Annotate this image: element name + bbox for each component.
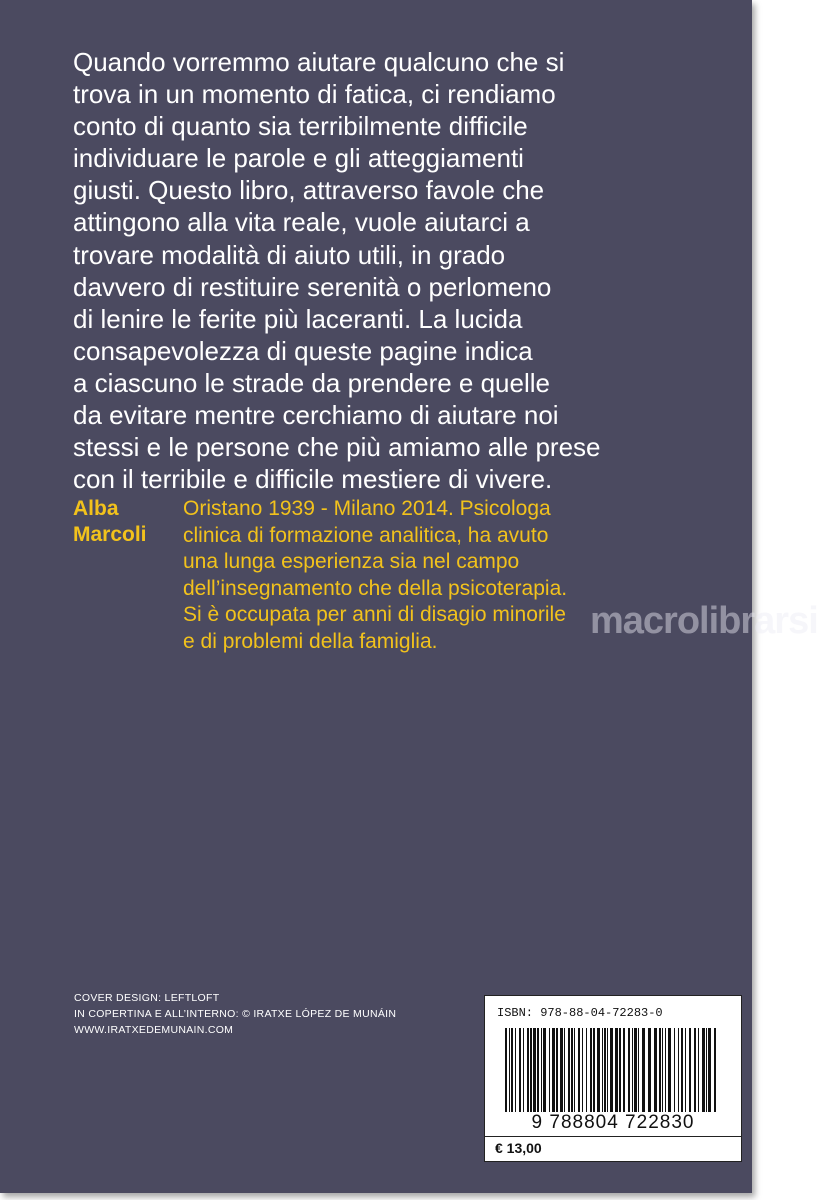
- blurb-line: di lenire le ferite più laceranti. La lucida: [73, 303, 523, 334]
- blurb-line: attingono alla vita reale, vuole aiutarci a: [73, 207, 530, 238]
- blurb-line: trova in un momento di fatica, ci rendiamo: [73, 79, 556, 110]
- author-first-name: Alba: [73, 497, 119, 520]
- author-last-name: Marcoli: [73, 523, 147, 546]
- blurb-line: Quando vorremmo aiutare qualcuno che si: [73, 47, 565, 77]
- blurb-line: davvero di restituire serenità o perlomeno: [73, 271, 552, 302]
- blurb-line: da evitare mentre cerchiamo di aiutare noi: [73, 400, 559, 431]
- blurb-line: giusti. Questo libro, attraverso favole che: [73, 175, 545, 206]
- barcode-image: [505, 1028, 721, 1112]
- price-divider: [485, 1136, 741, 1137]
- blurb-line: conto di quanto sia terribilmente difficile: [73, 111, 528, 142]
- bio-line: Si è occupata per anni di disagio minorile: [183, 603, 566, 626]
- credit-line: WWW.IRATXEDEMUNAIN.COM: [74, 1024, 234, 1036]
- blurb-line: trovare modalità di aiuto utili, in grado: [73, 239, 506, 270]
- isbn-text: ISBN: 978-88-04-72283-0: [497, 1006, 663, 1020]
- bio-line: Oristano 1939 - Milano 2014. Psicologa: [183, 497, 551, 520]
- blurb-line: individuare le parole e gli atteggiamenti: [73, 143, 524, 174]
- bio-line: dell’insegnamento che della psicoterapia.: [183, 576, 568, 600]
- credit-line: COVER DESIGN: LEFTLOFT: [74, 992, 220, 1004]
- cover-credits: [74, 990, 396, 1038]
- watermark: macrolibrarsi: [590, 600, 818, 642]
- blurb-line: consapevolezza di queste pagine indica: [73, 335, 533, 366]
- author-name: [73, 496, 147, 548]
- blurb-line: a ciascuno le strade da prendere e quelle: [73, 367, 550, 398]
- barcode-digits: 9 788804 722830: [531, 1112, 695, 1133]
- barcode-panel: [484, 995, 742, 1162]
- bio-line: clinica di formazione analitica, ha avuto: [183, 523, 549, 547]
- bio-line: una lunga esperienza sia nel campo: [183, 550, 520, 573]
- blurb-line: con il terribile e difficile mestiere di vivere.: [73, 464, 553, 495]
- book-blurb: [73, 46, 693, 495]
- blurb-line: stessi e le persone che più amiamo alle prese: [73, 432, 601, 463]
- bio-line: e di problemi della famiglia.: [183, 629, 438, 653]
- price-label: € 13,00: [495, 1140, 542, 1156]
- credit-line: IN COPERTINA E ALL’INTERNO: © IRATXE LÓPEZ DE MUNÁIN: [74, 1008, 397, 1020]
